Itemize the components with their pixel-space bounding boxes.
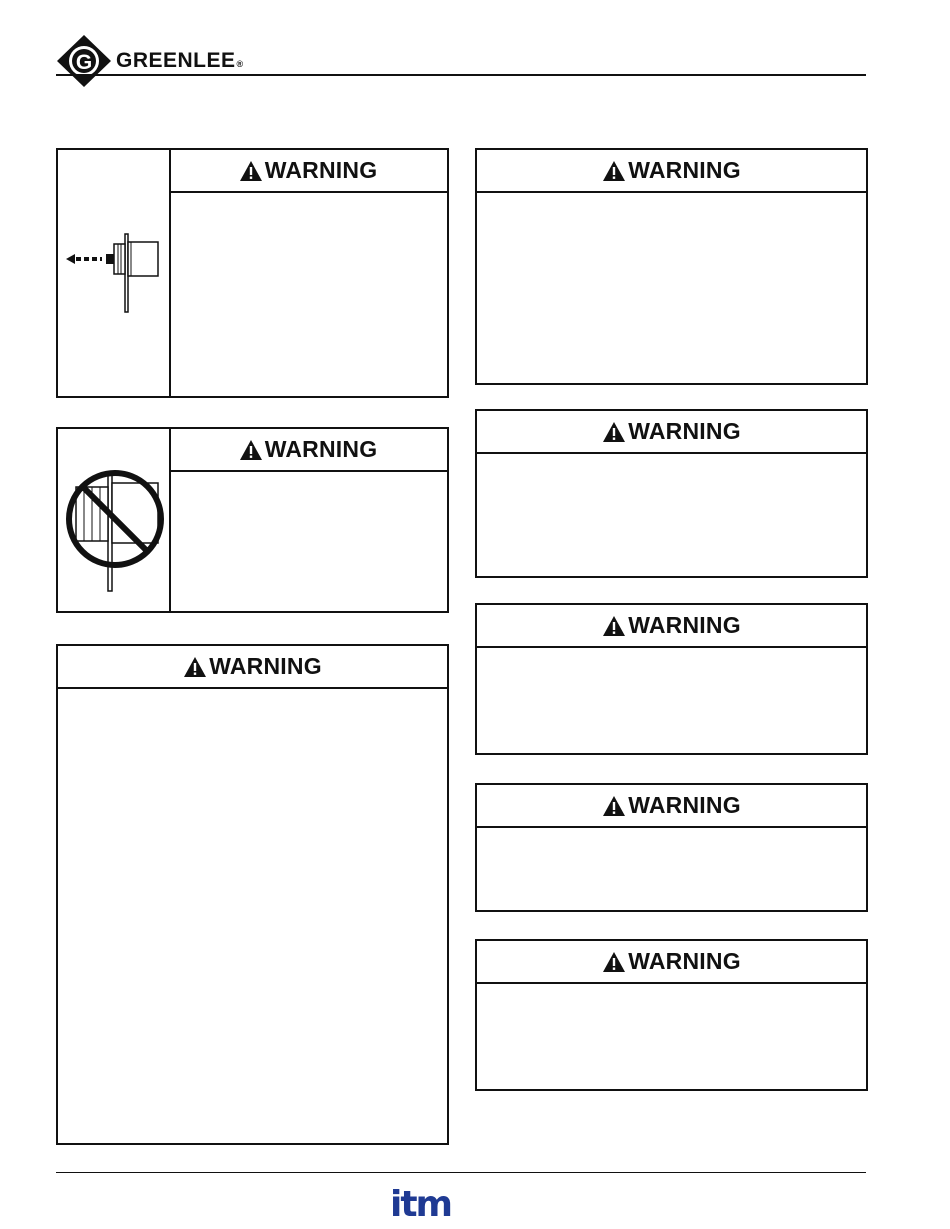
warning-title-2: WARNING bbox=[264, 436, 378, 462]
warning-title-8: WARNING bbox=[628, 948, 741, 974]
warning-header-6 bbox=[477, 605, 866, 648]
warning-title-5: WARNING bbox=[628, 418, 741, 444]
warning-header-8 bbox=[477, 941, 866, 984]
prohibited-figure bbox=[58, 429, 171, 611]
warning-box-3 bbox=[56, 644, 449, 1145]
warning-triangle-icon bbox=[602, 795, 626, 817]
logo-letter: G bbox=[75, 51, 93, 74]
greenlee-diamond-icon bbox=[56, 34, 112, 88]
warning-box-2 bbox=[56, 427, 449, 613]
warning-header-1 bbox=[169, 150, 447, 193]
warning-header-4 bbox=[477, 150, 866, 193]
warning-header-5 bbox=[477, 411, 866, 454]
registered-mark: ® bbox=[236, 59, 244, 69]
warning-header-7 bbox=[477, 785, 866, 828]
warning-triangle-icon bbox=[239, 439, 263, 461]
warning-box-7 bbox=[475, 783, 868, 912]
warning-title-4: WARNING bbox=[628, 157, 741, 183]
warning-triangle-icon bbox=[239, 160, 263, 182]
itm-watermark-logo: itm bbox=[390, 1184, 452, 1225]
warning-box-4 bbox=[475, 148, 868, 385]
warning-box-8 bbox=[475, 939, 868, 1091]
warning-title-3: WARNING bbox=[209, 653, 322, 679]
warning-triangle-icon bbox=[602, 160, 626, 182]
warning-box-5 bbox=[475, 409, 868, 578]
warning-triangle-icon bbox=[602, 615, 626, 637]
warning-triangle-icon bbox=[183, 656, 207, 678]
brand-name: GREENLEE® bbox=[116, 49, 244, 72]
prohibited-punch-icon bbox=[58, 429, 169, 611]
greenlee-logo bbox=[56, 34, 252, 88]
warning-box-6 bbox=[475, 603, 868, 755]
warning-header-3 bbox=[58, 646, 447, 689]
warning-title-1: WARNING bbox=[264, 157, 378, 183]
punch-figure bbox=[58, 150, 171, 396]
warning-triangle-icon bbox=[602, 951, 626, 973]
header-rule bbox=[56, 74, 866, 76]
punch-pull-arrow-icon bbox=[58, 150, 169, 396]
warning-title-7: WARNING bbox=[628, 792, 741, 818]
warning-title-6: WARNING bbox=[628, 612, 741, 638]
warning-header-2 bbox=[169, 429, 447, 472]
warning-triangle-icon bbox=[602, 421, 626, 443]
footer-rule bbox=[56, 1172, 866, 1173]
warning-box-1 bbox=[56, 148, 449, 398]
